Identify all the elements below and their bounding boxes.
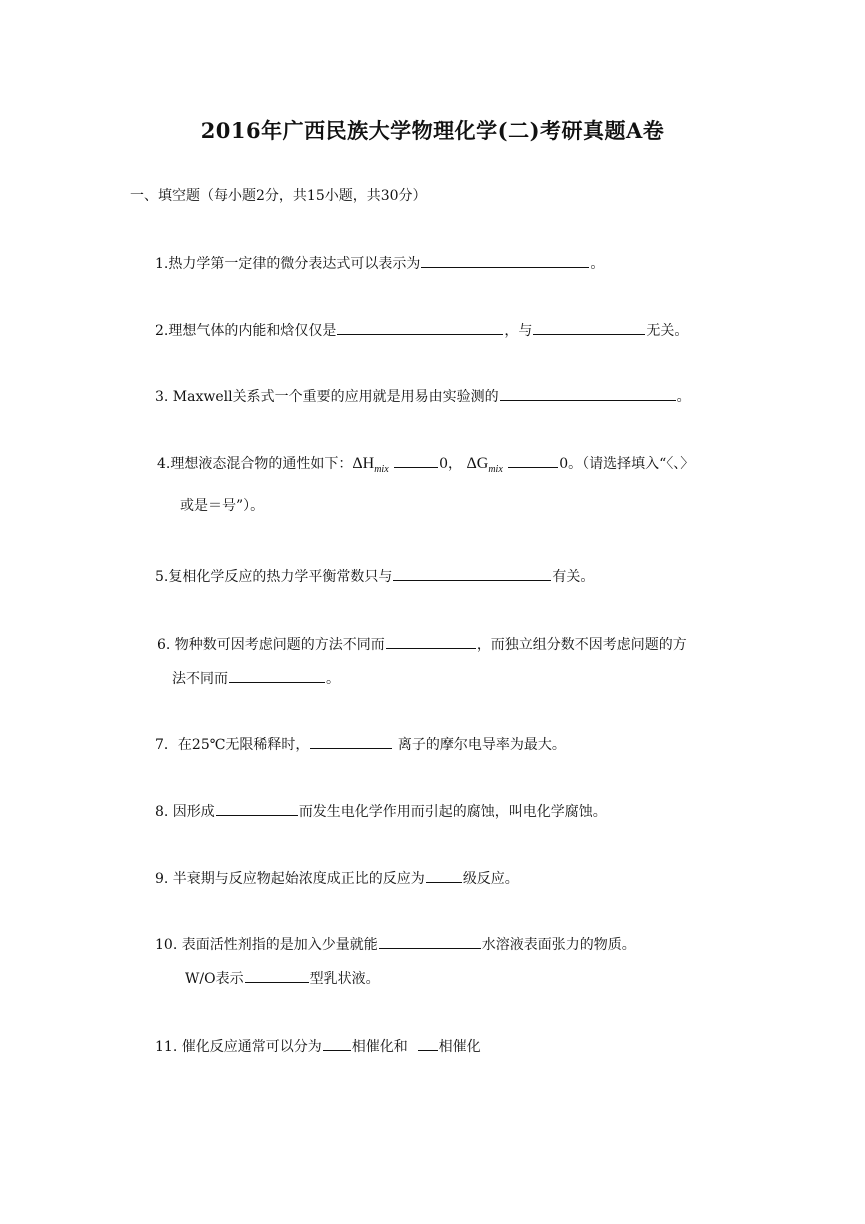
question-4 <box>157 453 694 480</box>
q2-blank-2[interactable] <box>533 320 645 335</box>
q10-end: 水溶液表面张力的物质。 <box>481 937 636 953</box>
q9-text: 9. 半衰期与反应物起始浓度成正比的反应为 <box>155 871 425 887</box>
q6-text: 6. 物种数可因考虑问题的方法不同而 <box>157 637 385 653</box>
q6-blank-1[interactable] <box>386 634 476 649</box>
q6-mid: ，而独立组分数不因考虑问题的方 <box>476 637 687 653</box>
question-3 <box>155 386 691 407</box>
q7-end: 离子的摩尔电导率为最大。 <box>397 737 566 753</box>
q10-cont-text: W/O表示 <box>185 971 244 987</box>
q10-blank-2[interactable] <box>245 968 309 983</box>
q4-zero-1: 0， <box>439 456 463 472</box>
q10-blank-1[interactable] <box>379 934 481 949</box>
question-5 <box>155 566 594 587</box>
q5-text: 5.复相化学反应的热力学平衡常数只与 <box>155 569 393 585</box>
question-6 <box>157 634 687 655</box>
q2-text: 2.理想气体的内能和焓仅仅是 <box>155 323 337 339</box>
q2-end: 无关。 <box>646 323 689 339</box>
question-8 <box>155 801 607 822</box>
question-6-continuation <box>172 668 340 689</box>
q3-blank[interactable] <box>500 386 676 401</box>
q11-blank-1[interactable] <box>323 1036 351 1051</box>
q4-zero-2: 0。（请选择填入“〈、〉 <box>559 456 695 472</box>
question-1 <box>155 253 604 274</box>
question-11 <box>155 1036 481 1057</box>
q10-text: 10. 表面活性剂指的是加入少量就能 <box>155 937 378 953</box>
q11-mid: 相催化和 <box>351 1039 408 1055</box>
section-heading: 一、填空题（每小题2分，共15小题，共30分） <box>130 188 427 204</box>
q8-text: 8. 因形成 <box>155 804 215 820</box>
q3-text: 3. Maxwell关系式一个重要的应用就是用易由实验测的 <box>155 389 499 405</box>
q5-blank[interactable] <box>393 566 551 581</box>
question-4-continuation: 或是＝号”）。 <box>180 498 265 514</box>
q11-text: 11. 催化反应通常可以分为 <box>155 1039 322 1055</box>
q6-cont-text: 法不同而 <box>172 671 228 687</box>
q4-blank-1[interactable] <box>394 453 438 468</box>
q1-end: 。 <box>590 256 605 272</box>
q4-blank-2[interactable] <box>508 453 558 468</box>
question-10-continuation <box>185 968 380 989</box>
q3-end: 。 <box>676 389 691 405</box>
question-10 <box>155 934 636 955</box>
q11-end: 相催化 <box>438 1039 481 1055</box>
q1-blank[interactable] <box>421 253 589 268</box>
q5-end: 有关。 <box>552 569 595 585</box>
q6-end: 。 <box>326 671 340 687</box>
q8-blank[interactable] <box>216 801 298 816</box>
q8-end: 而发生电化学作用而引起的腐蚀，叫电化学腐蚀。 <box>298 804 607 820</box>
q10-cont-end: 型乳状液。 <box>309 971 380 987</box>
q2-blank-1[interactable] <box>337 320 503 335</box>
question-9 <box>155 868 519 889</box>
question-7 <box>155 734 566 755</box>
delta-h-mix-symbol: $\Delta H_{mix}$ <box>352 455 389 476</box>
q2-mid: ，与 <box>504 323 533 339</box>
q1-text: 1.热力学第一定律的微分表达式可以表示为 <box>155 256 421 272</box>
exam-title: 2016年广西民族大学物理化学(二)考研真题A卷 <box>200 118 665 143</box>
q7-text: 7．在25℃无限稀释时， <box>155 737 310 753</box>
q9-blank[interactable] <box>426 868 462 883</box>
question-2 <box>155 320 688 341</box>
q7-blank[interactable] <box>310 734 392 749</box>
delta-g-mix-symbol: $\Delta G_{mix}$ <box>466 455 503 476</box>
q6-blank-2[interactable] <box>229 668 325 683</box>
q4-text: 4.理想液态混合物的通性如下： <box>157 456 353 472</box>
q11-blank-2[interactable] <box>418 1036 438 1051</box>
q9-end: 级反应。 <box>462 871 519 887</box>
